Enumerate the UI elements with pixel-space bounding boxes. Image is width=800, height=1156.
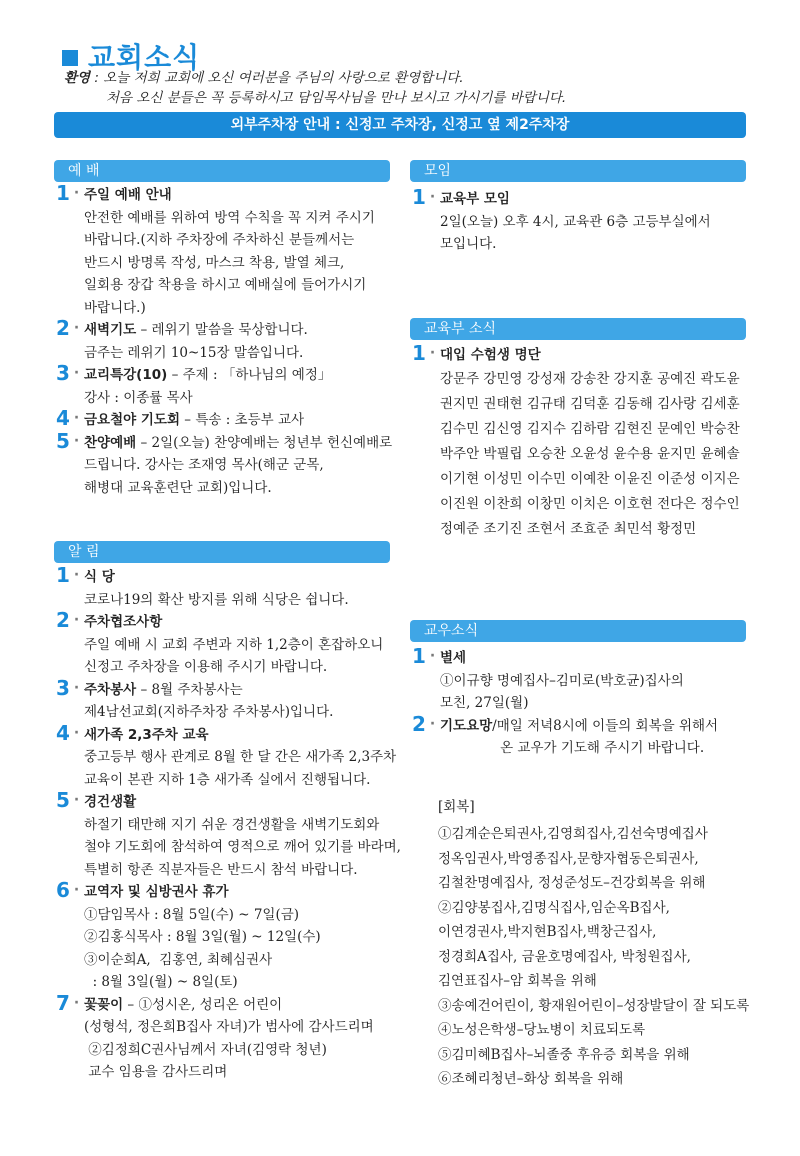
item-number: 1 · [56, 182, 79, 208]
list-item [56, 675, 401, 724]
item-number: 1 · [412, 342, 435, 368]
list-item [412, 711, 757, 760]
section-header-alumni: 교우소식 [410, 620, 746, 642]
list-item [56, 361, 396, 409]
item-title: 별세 [440, 650, 467, 666]
item-body: ①이규향 명예집사–김미로(박호균)집사의 모친, 27일(월) [440, 672, 684, 711]
item-title: 교역자 및 심방권사 휴가 [84, 884, 229, 900]
section-header-notice: 알 림 [54, 541, 390, 563]
education-list [412, 341, 757, 542]
list-item [56, 406, 396, 432]
item-body: 2일(오늘) 오후 4시, 교육관 6층 고등부실에서 모입니다. [440, 213, 711, 252]
list-item [56, 720, 401, 792]
meeting-list [412, 185, 752, 256]
item-title: 꽃꽂이 [84, 996, 124, 1013]
item-title: 새가족 2,3주차 교육 [84, 726, 209, 743]
welcome-line-2: 처음 오신 분들은 꼭 등록하시고 담임목사님을 만나 보시고 가시기를 바랍니다. [106, 90, 567, 106]
item-body: 제4남선교회(지하주차장 주차봉사)입니다. [84, 704, 334, 720]
item-title: 주차협조사항 [84, 614, 163, 630]
item-body: 온 교우가 기도해 주시기 바랍니다. [440, 740, 705, 756]
item-title-rest: – 레위기 말씀을 묵상합니다. [136, 322, 308, 338]
item-title: 교리특강(10) [84, 367, 168, 383]
item-number: 2 · [56, 317, 79, 343]
notice-list [56, 563, 401, 1084]
welcome-label: 환영 [64, 70, 91, 86]
section-header-worship: 예 배 [54, 160, 390, 182]
item-number: 1 · [412, 186, 435, 212]
worship-list [56, 181, 396, 499]
item-title: 식 당 [84, 569, 115, 585]
list-item [412, 341, 757, 542]
item-title-rest: – 2일(오늘) 찬양예배는 청년부 헌신예배로 [136, 434, 393, 451]
item-title: 주차봉사 [84, 681, 137, 698]
item-number: 5 · [56, 430, 79, 456]
item-body: 중고등부 행사 관계로 8월 한 달 간은 새가족 2,3주차 교육이 본관 지하 1층 새가족 실에서 진행됩니다. [84, 749, 397, 788]
section-header-education: 교육부 소식 [410, 318, 746, 340]
item-body: 주일 예배 시 교회 주변과 지하 1,2층이 혼잡하오니 신정고 주차장을 이용해 주시기 바랍니다. [84, 636, 384, 675]
item-number: 6 · [56, 879, 79, 905]
item-number: 5 · [56, 789, 79, 815]
list-item [412, 185, 752, 256]
item-number: 1 · [56, 564, 79, 590]
item-number: 3 · [56, 677, 79, 703]
item-number: 7 · [56, 992, 79, 1018]
section-header-meeting: 모임 [410, 160, 746, 182]
item-body: 드립니다. 강사는 조재영 목사(해군 군목, 해병대 교육훈련단 교회)입니다. [84, 457, 324, 496]
item-number: 4 · [56, 407, 79, 433]
item-title: 경건생활 [84, 794, 137, 810]
item-title-rest: – ①성시온, 성리온 어린이 [123, 996, 283, 1013]
item-title: 새벽기도 [84, 322, 137, 338]
parking-banner: 외부주차장 안내 : 신정고 주차장, 신정고 옆 제2주차장 [54, 112, 746, 138]
item-body: 강문주 강민영 강성재 강송찬 강지훈 공예진 곽도윤 권지민 권태현 김규태 김덕훈 김동해 김사랑 김세훈 김수민 김신영 김지수 김하람 김현진 문예인 박승찬 박주안 박필립 오승찬 오윤성 윤수용 윤지민 윤혜솔 이기현 이성민 이수민 이예찬 이윤진 이준성 이지은 이진원 이찬희 이창민 이치은 이호현 전다은 정수인 정예준 조기진 조현서 조효준 최민석 황정민 [440, 370, 740, 537]
list-item [56, 878, 401, 994]
list-item [56, 316, 396, 364]
item-title-rest: – 특송 : 초등부 교사 [180, 412, 305, 428]
page-title-text: 교회소식 [88, 41, 201, 74]
item-number: 2 · [56, 609, 79, 635]
list-item [56, 428, 396, 500]
item-title: 주일 예배 안내 [84, 187, 172, 203]
item-body: ①담임목사 : 8월 5일(수) ~ 7일(금) ②김홍식목사 : 8월 3일(월) ~ 12일(수) ③이순희A, 김홍연, 최혜심권사 : 8월 3일(월) ~ 8일(토) [84, 906, 321, 990]
welcome-message [64, 68, 566, 108]
item-title: 금요철야 기도회 [84, 412, 180, 428]
item-body: (성형석, 정은희B집사 자녀)가 범사에 감사드리며 ②김정희C권사님께서 자녀(김영락 청년) 교수 임용을 감사드리며 [84, 1019, 374, 1080]
welcome-line-1: : 오늘 저희 교회에 오신 여러분을 주님의 사랑으로 환영합니다. [90, 70, 464, 86]
item-title: 찬양예배 [84, 434, 137, 451]
item-number: 1 · [412, 645, 435, 671]
list-item [56, 608, 401, 679]
item-title: 대입 수험생 명단 [440, 347, 541, 363]
item-title-rest: – 주제 : 「하나님의 예정」 [167, 367, 332, 383]
list-item [56, 788, 401, 881]
item-title-rest: – 8월 주차봉사는 [136, 681, 243, 698]
recovery-title: [회복] [438, 799, 475, 815]
list-item [56, 563, 401, 611]
item-body: 하절기 태만해 지기 쉬운 경건생활을 새벽기도회와 철야 기도회에 참석하여 영적으로 깨어 있기를 바라며, 특별히 항존 직분자들은 반드시 참석 바랍니다. [84, 816, 401, 878]
item-title: 기도요망 [440, 717, 493, 734]
item-number: 4 · [56, 722, 79, 748]
recovery-list: ①김계순은퇴권사,김영희집사,김선숙명예집사 정옥임권사,박영종집사,문향자협동은퇴권사, 김철찬명예집사, 정성준성도–건강회복을 위해 ②김양봉집사,김명식집사,임순옥B집사, 이연경권사,박지현B집사,백창근집사, 정경희A집사, 금윤호명예집사, 박청원집사, 김연표집사–암 회복을 위해 ③송예건어린이, 황재원어린이–성장발달이 잘 되도록 ④노성은학생–당뇨병이 치료되도록 ⑤김미혜B집사–뇌졸중 후유증 회복을 위해 ⑥조혜리청년–화상 회복을 위해 [438, 826, 750, 1087]
item-body: 코로나19의 확산 방지를 위해 식당은 쉽니다. [84, 591, 349, 608]
item-body: 안전한 예배를 위하여 방역 수칙을 꼭 지켜 주시기 바랍니다.(지하 주차장에 주차하신 분들께서는 반드시 방명록 작성, 마스크 착용, 발열 체크, 일회용 장갑 착용을 하시고 예배실에 들어가시기 바랍니다.) [84, 209, 375, 316]
alumni-list [412, 644, 757, 760]
square-bullet-icon [62, 50, 78, 66]
item-title-rest: /매일 저녁8시에 이들의 회복을 위해서 [492, 717, 719, 734]
list-item [56, 181, 396, 319]
list-item [412, 644, 757, 715]
list-item [56, 990, 401, 1084]
item-body: 강사 : 이종률 목사 [84, 389, 193, 406]
item-number: 3 · [56, 362, 79, 388]
item-body: 금주는 레위기 10~15장 말씀입니다. [84, 344, 304, 361]
item-title: 교육부 모임 [440, 191, 510, 207]
item-number: 2 · [412, 713, 435, 739]
